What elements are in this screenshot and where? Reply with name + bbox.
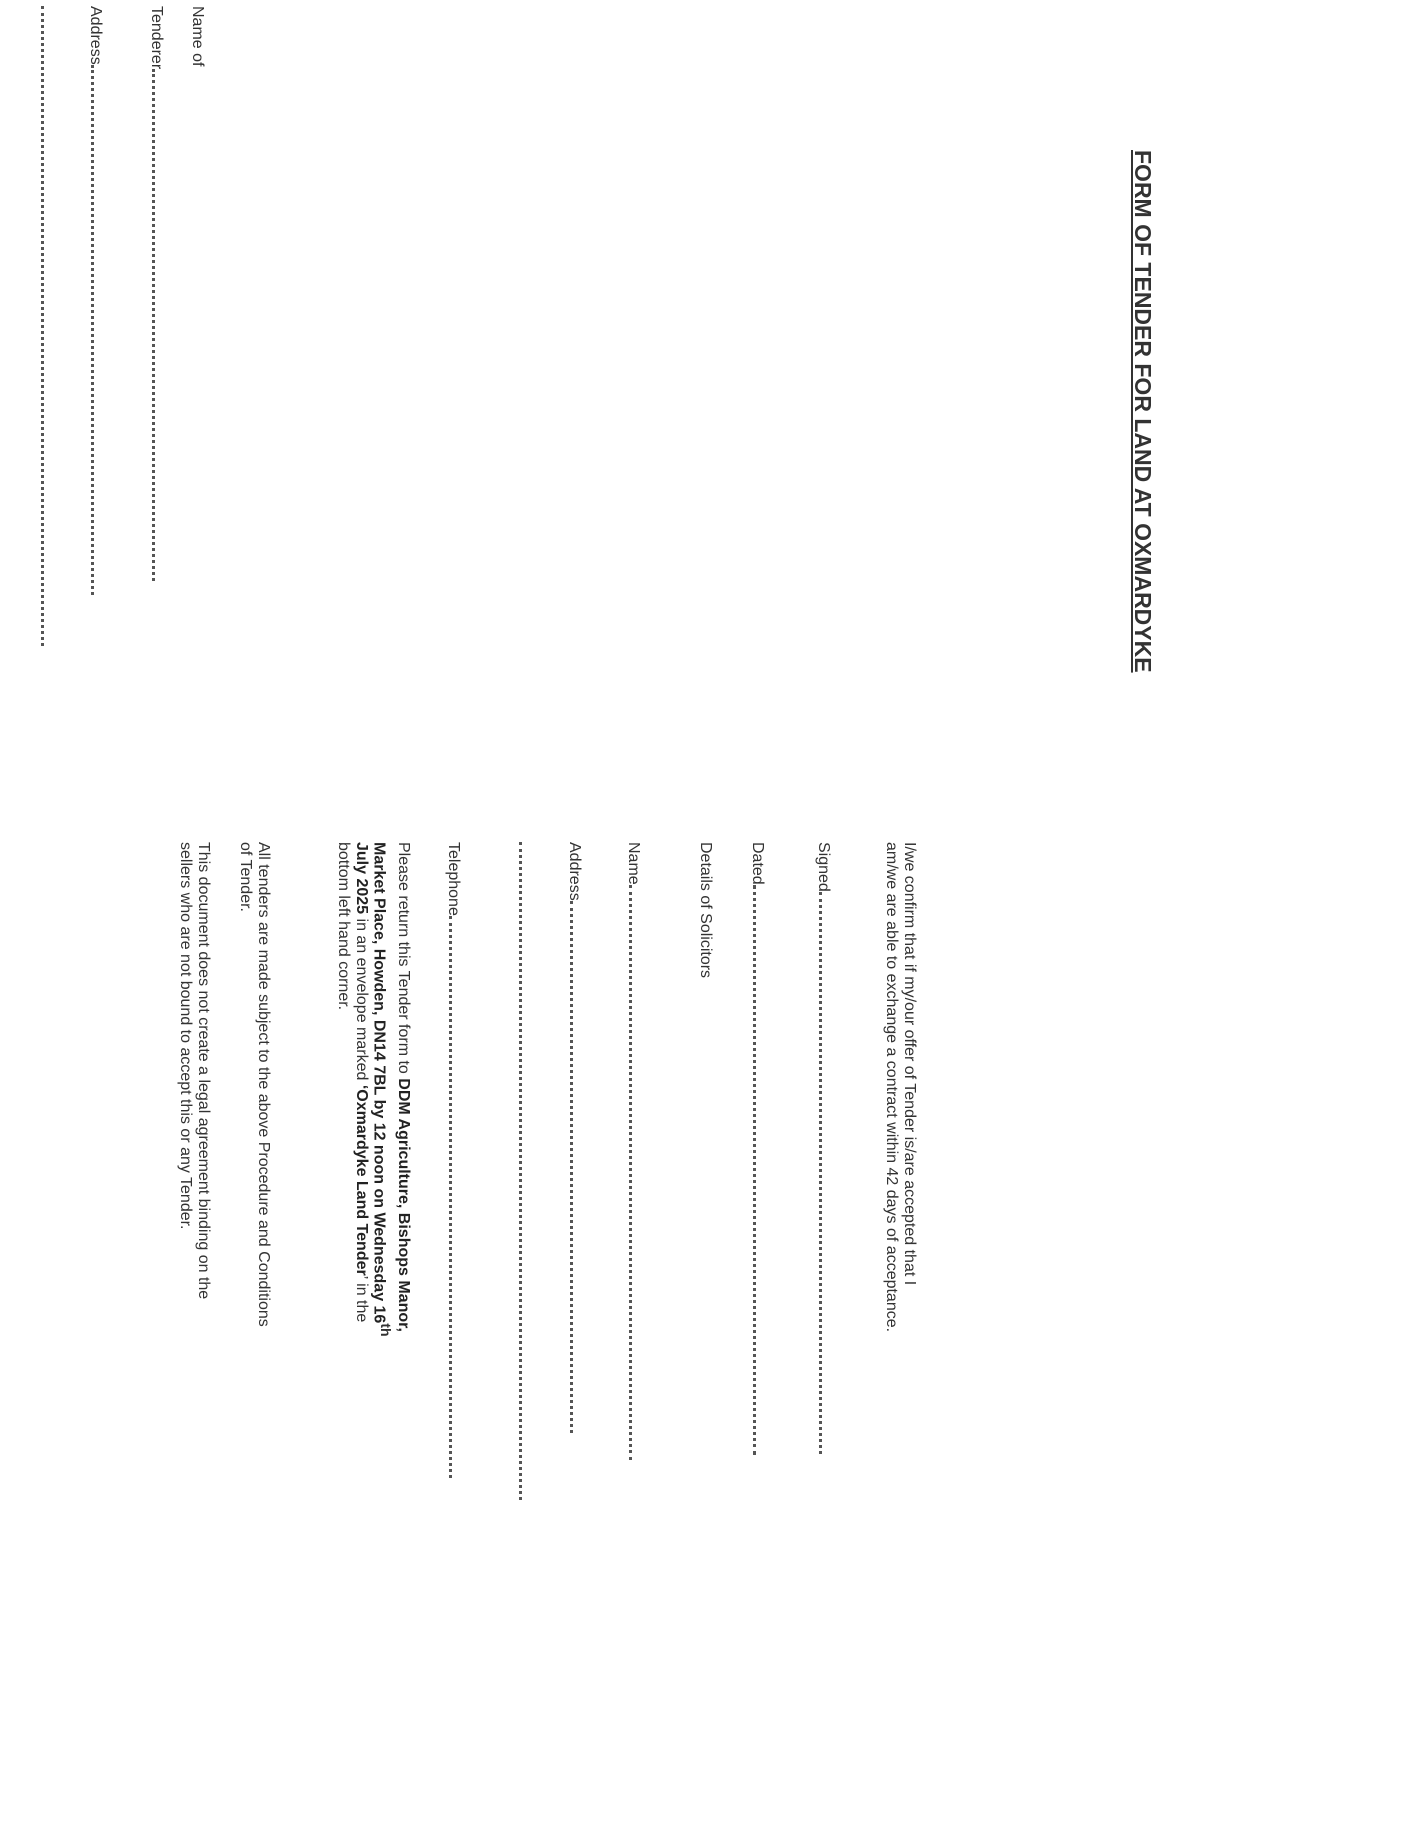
address-label [86, 6, 114, 595]
tenderer-label-text: Tenderer [148, 6, 165, 70]
solicitor-name-label [624, 842, 652, 1460]
solicitor-address-field[interactable] [570, 901, 593, 1433]
legal-line-1: This document does not create a legal agreement binding on the [195, 842, 212, 1300]
solicitors-heading: Details of Solicitors [697, 842, 714, 979]
form-title: FORM OF TENDER FOR LAND AT OXMARDYKE [1130, 150, 1156, 673]
return-line-2 [370, 842, 394, 1672]
subject-line-2: of Tender. [237, 842, 254, 912]
name-of-label: Name of [189, 6, 206, 67]
tenderer-label [147, 6, 175, 581]
solicitor-telephone-label-text: Telephone [445, 842, 462, 916]
solicitor-address-field-line2[interactable] [519, 842, 522, 1500]
return-date-suffix: th [378, 1323, 394, 1337]
return-date-year: July 2025 [352, 842, 370, 915]
confirm-paragraph [882, 842, 918, 1662]
dated-label-text: Dated [749, 842, 766, 885]
return-line-4: bottom left hand corner. [334, 842, 352, 1011]
subject-line-1: All tenders are made subject to the above Procedure and Conditions [255, 842, 272, 1327]
signed-field[interactable] [819, 892, 842, 1454]
address-field-line2[interactable] [41, 6, 44, 646]
return-address-1: DDM Agriculture, Bishops Manor, [395, 1078, 412, 1332]
confirm-line-1: I/we confirm that if my/our offer of Tender is/are accepted that I [901, 842, 918, 1286]
return-pre-text: Please return this Tender form to [395, 842, 412, 1079]
return-post-text-1: in the [352, 1278, 370, 1323]
address-label-text: Address [87, 6, 104, 65]
signed-label [814, 842, 842, 1454]
return-line-3 [352, 842, 370, 1672]
return-mid-text: in an envelope marked [352, 914, 370, 1085]
solicitor-telephone-label [444, 842, 472, 1478]
return-quote-close: ’ [352, 1275, 370, 1279]
solicitor-address-label [565, 842, 593, 1433]
confirm-line-2: am/we are able to exchange a contract within 42 days of acceptance. [883, 842, 900, 1333]
subject-paragraph [236, 842, 272, 1672]
legal-paragraph [176, 842, 212, 1672]
return-instructions [334, 842, 412, 1672]
signed-label-text: Signed [815, 842, 832, 892]
dated-label [748, 842, 776, 1455]
return-envelope-label: Oxmardyke Land Tender [352, 1089, 370, 1276]
address-field[interactable] [91, 65, 114, 595]
tenderer-field[interactable] [152, 69, 175, 581]
solicitor-address-label-text: Address [566, 842, 583, 901]
solicitor-name-label-text: Name [625, 842, 642, 885]
return-line-1 [394, 842, 412, 1672]
dated-field[interactable] [753, 885, 776, 1455]
solicitor-name-field[interactable] [629, 885, 652, 1460]
solicitor-telephone-field[interactable] [449, 916, 472, 1478]
return-quote-open: ‘ [352, 1084, 370, 1090]
return-address-2: Market Place, Howden, DN14 7BL by 12 noon on Wednesday 16 [370, 842, 388, 1324]
legal-line-2: sellers who are not bound to accept this or any Tender. [177, 842, 194, 1230]
